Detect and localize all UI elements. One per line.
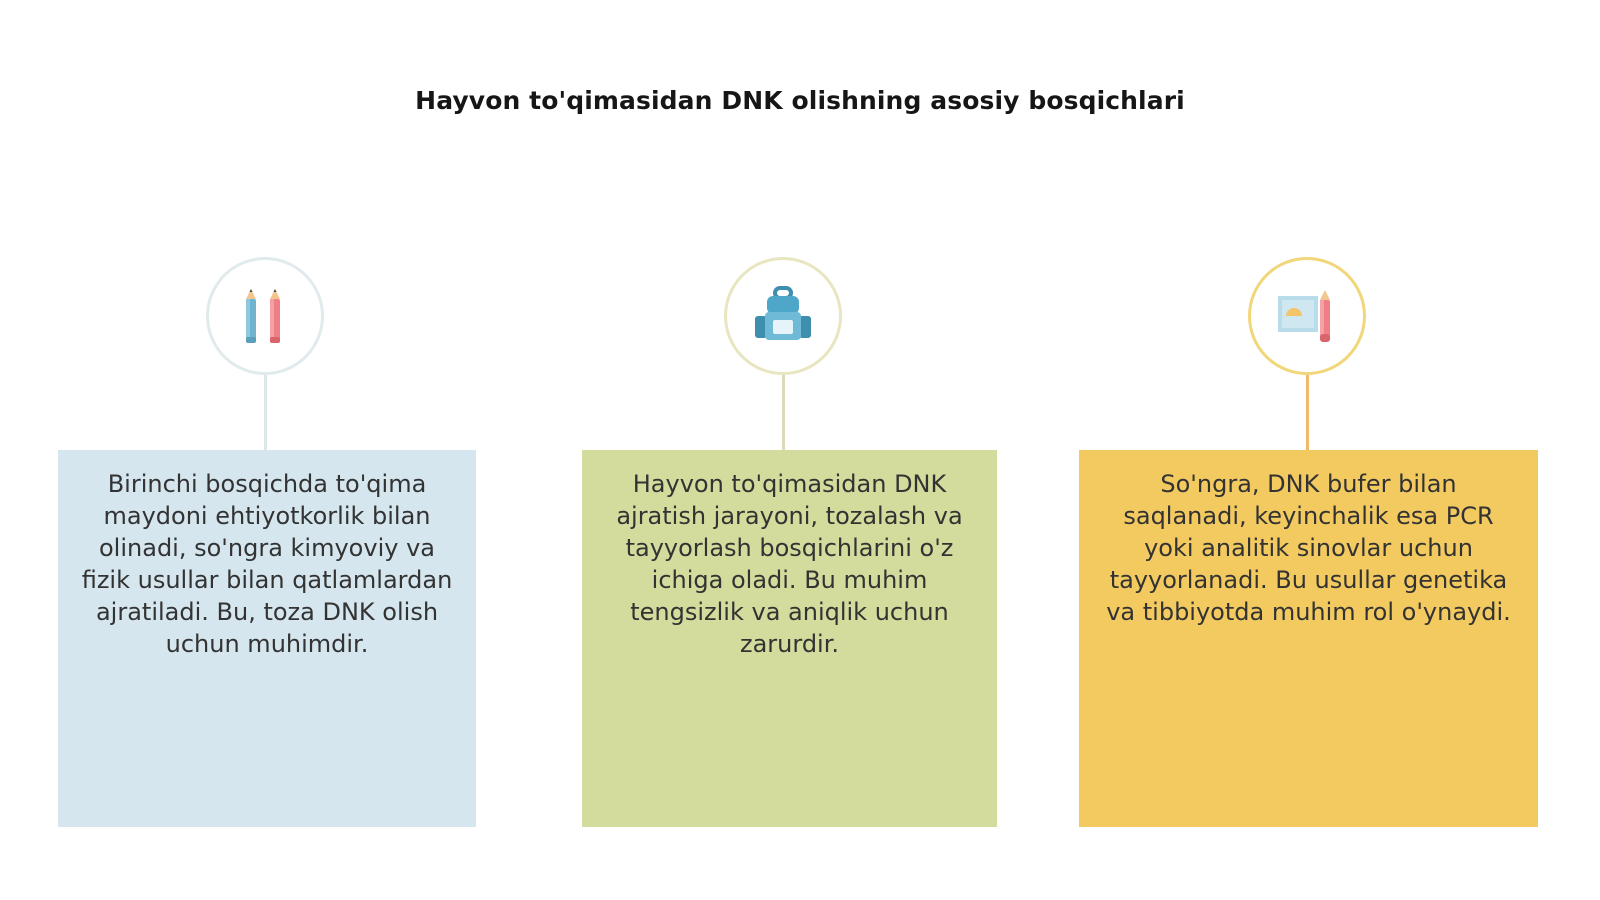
step-3-connector [1306, 375, 1309, 450]
step-2-card: Hayvon to'qimasidan DNK ajratish jarayoni, tozalash va tayyorlash bosqichlarini o'z ichiga oladi. Bu muhim tengsizlik va aniqlik uchun zarurdir. [582, 450, 997, 827]
backpack-icon [753, 286, 813, 346]
step-1-icon-circle [206, 257, 324, 375]
step-2-icon-circle [724, 257, 842, 375]
step-3-icon-circle [1248, 257, 1366, 375]
step-2-connector [782, 375, 785, 450]
step-3-card: So'ngra, DNK bufer bilan saqlanadi, keyinchalik esa PCR yoki analitik sinovlar uchun tayyorlanadi. Bu usullar genetika va tibbiyotda muhim rol o'ynaydi. [1079, 450, 1538, 827]
picture-and-pencil-icon [1276, 286, 1338, 346]
pencils-icon [240, 285, 290, 347]
page-title: Hayvon to'qimasidan DNK olishning asosiy bosqichlari [415, 86, 1185, 115]
step-1-card: Birinchi bosqichda to'qima maydoni ehtiyotkorlik bilan olinadi, so'ngra kimyoviy va fizik usullar bilan qatlamlardan ajratiladi. Bu, toza DNK olish uchun muhimdir. [58, 450, 476, 827]
step-1-connector [264, 375, 267, 450]
